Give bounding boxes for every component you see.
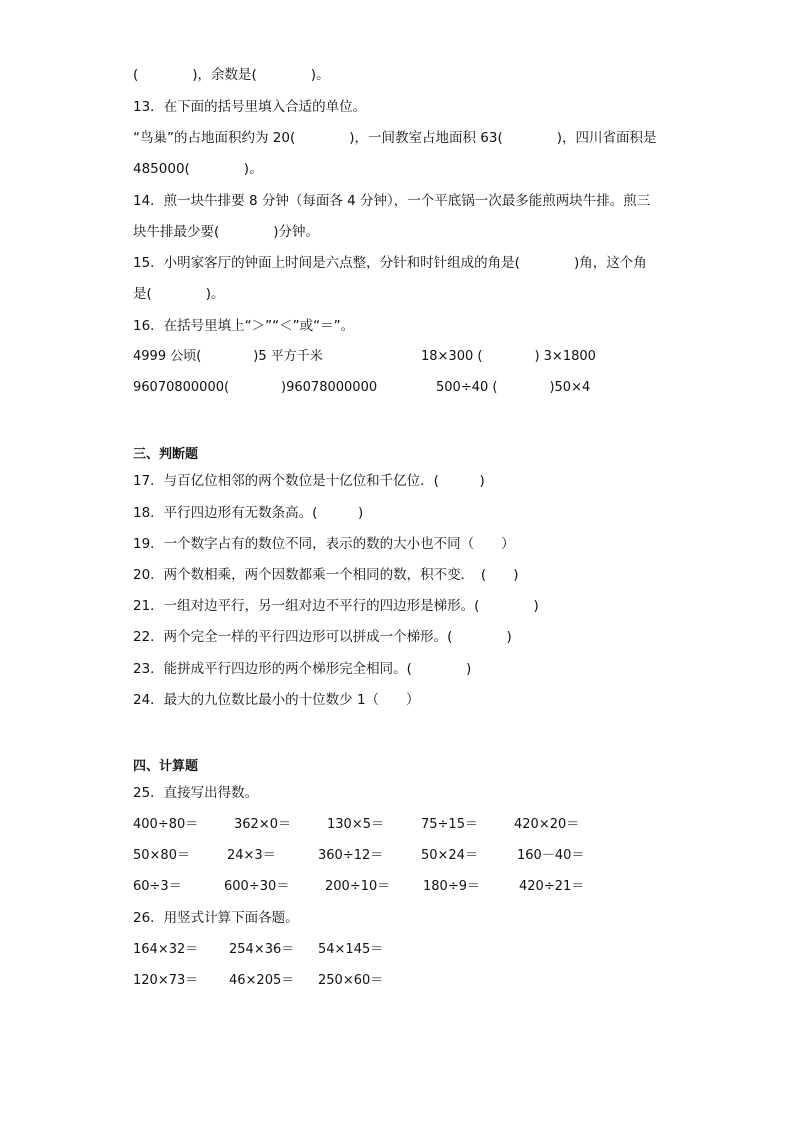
- judge-item-19: 19．一个数字占有的数位不同，表示的数的大小也不同（ ）: [133, 536, 515, 552]
- calc-cell: 60÷3＝: [133, 879, 182, 894]
- section4-heading: 四、计算题: [133, 759, 199, 774]
- q16-item-3: 96070800000( )96078000000: [133, 380, 378, 395]
- q14-line1: 14．煎一块牛排要 8 分钟（每面各 4 分钟），一个平底锅一次最多能煎两块牛排。煎三: [133, 193, 651, 209]
- calc-cell: 24×3＝: [227, 848, 276, 863]
- calc-cell: 420÷21＝: [519, 879, 585, 894]
- q15-line2: 是( )。: [133, 286, 225, 302]
- calc-cell: 120×73＝: [133, 973, 199, 988]
- calc-cell: 130×5＝: [327, 817, 384, 832]
- calc-cell: 360÷12＝: [318, 848, 384, 863]
- calc-cell: 75÷15＝: [421, 817, 478, 832]
- judge-item-20: 20．两个数相乘，两个因数都乘一个相同的数，积不变． ( ): [133, 567, 519, 583]
- calc-cell: 164×32＝: [133, 942, 199, 957]
- calc-cell: 362×0＝: [234, 817, 291, 832]
- calc-cell: 50×80＝: [133, 848, 190, 863]
- q16-item-2: 18×300 ( ) 3×1800: [421, 349, 596, 364]
- q26-title: 26．用竖式计算下面各题。: [133, 910, 299, 926]
- calc-cell: 180÷9＝: [423, 879, 480, 894]
- judge-item-21: 21．一组对边平行，另一组对边不平行的四边形是梯形。( ): [133, 598, 539, 614]
- judge-item-22: 22．两个完全一样的平行四边形可以拼成一个梯形。( ): [133, 629, 512, 645]
- q16-item-4: 500÷40 ( )50×4: [436, 380, 591, 395]
- calc-cell: 160－40＝: [517, 848, 585, 863]
- q14-line2: 块牛排最少要( )分钟。: [133, 224, 320, 240]
- q12-tail-line: ( )，余数是( )。: [133, 67, 330, 83]
- q13-line2: 485000( )。: [133, 161, 263, 177]
- calc-cell: 420×20＝: [514, 817, 580, 832]
- calc-cell: 54×145＝: [318, 942, 384, 957]
- q16-item-1: 4999 公顷( )5 平方千米: [133, 349, 323, 364]
- q25-title: 25．直接写出得数。: [133, 785, 259, 801]
- judge-item-23: 23．能拼成平行四边形的两个梯形完全相同。( ): [133, 661, 472, 677]
- q13-line1: “鸟巢”的占地面积约为 20( )，一间教室占地面积 63( )，四川省面积是: [133, 130, 657, 146]
- calc-cell: 250×60＝: [318, 973, 384, 988]
- q13-title: 13．在下面的括号里填入合适的单位。: [133, 99, 367, 115]
- calc-cell: 254×36＝: [229, 942, 295, 957]
- judge-item-17: 17．与百亿位相邻的两个数位是十亿位和千亿位．( ): [133, 473, 485, 489]
- calc-cell: 400÷80＝: [133, 817, 199, 832]
- calc-cell: 50×24＝: [421, 848, 478, 863]
- section3-heading: 三、判断题: [133, 447, 199, 462]
- judge-item-24: 24．最大的九位数比最小的十位数少 1（ ）: [133, 692, 420, 708]
- calc-cell: 46×205＝: [229, 973, 295, 988]
- judge-item-18: 18．平行四边形有无数条高。( ): [133, 505, 364, 521]
- calc-cell: 600÷30＝: [224, 879, 290, 894]
- q15-line1: 15．小明家客厅的钟面上时间是六点整，分针和时针组成的角是( )角，这个角: [133, 255, 647, 271]
- calc-cell: 200÷10＝: [325, 879, 391, 894]
- q16-title: 16．在括号里填上“＞”“＜”或“＝”。: [133, 318, 355, 334]
